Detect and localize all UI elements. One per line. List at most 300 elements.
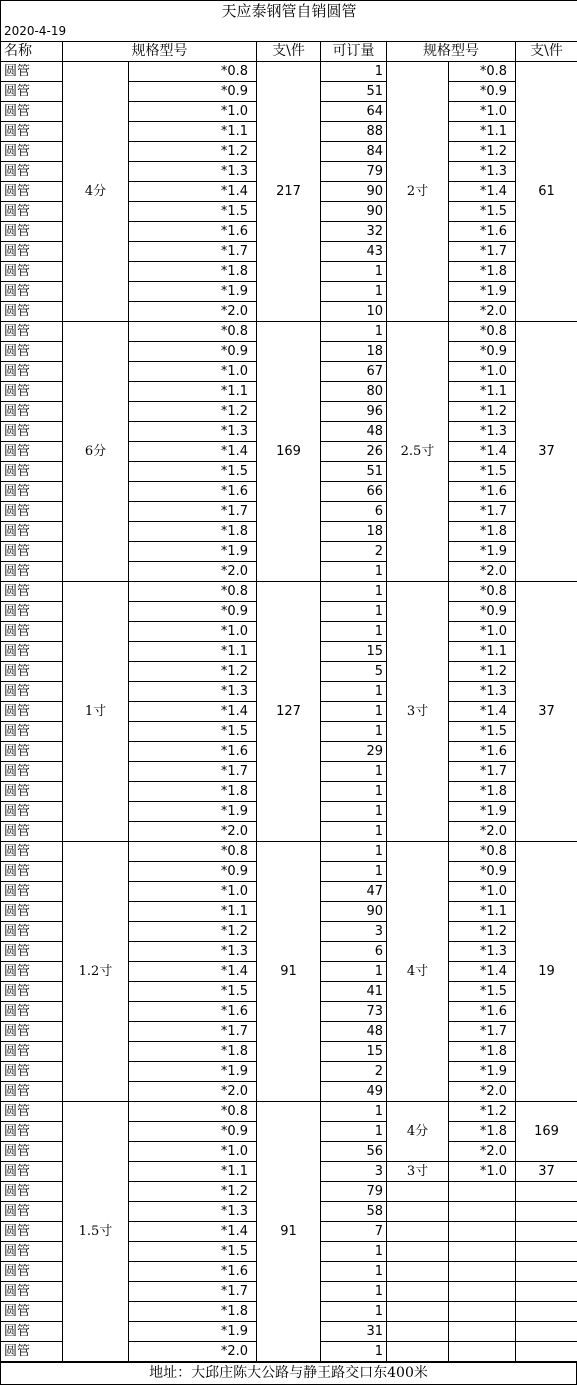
qty-value: 51 bbox=[321, 462, 387, 482]
spec-value-2: *1.2 bbox=[449, 142, 516, 162]
item-name: 圆管 bbox=[1, 382, 63, 402]
item-name: 圆管 bbox=[1, 1162, 63, 1182]
spec-value: *1.4 bbox=[129, 962, 257, 982]
table-row bbox=[1, 322, 577, 342]
item-name: 圆管 bbox=[1, 282, 63, 302]
qty-value: 80 bbox=[321, 382, 387, 402]
qty-value: 1 bbox=[321, 762, 387, 782]
item-name: 圆管 bbox=[1, 982, 63, 1002]
item-name: 圆管 bbox=[1, 822, 63, 842]
spec-value: *1.1 bbox=[129, 1162, 257, 1182]
spec-value-2: *0.8 bbox=[449, 582, 516, 602]
item-name: 圆管 bbox=[1, 1122, 63, 1142]
spec-value: *1.5 bbox=[129, 982, 257, 1002]
spec-value: *0.9 bbox=[129, 342, 257, 362]
qty-value: 88 bbox=[321, 122, 387, 142]
size-label-2: 4寸 bbox=[387, 842, 449, 1102]
spec-value-2: *2.0 bbox=[449, 302, 516, 322]
spec-value-2: *1.6 bbox=[449, 222, 516, 242]
spec-value-2: *1.3 bbox=[449, 682, 516, 702]
size-label-2: 4分 bbox=[387, 1102, 449, 1162]
empty-cell bbox=[387, 1202, 449, 1222]
spec-value: *1.3 bbox=[129, 682, 257, 702]
spec-value-2: *1.1 bbox=[449, 382, 516, 402]
spec-value-2: *0.8 bbox=[449, 842, 516, 862]
qty-value: 1 bbox=[321, 962, 387, 982]
spec-value-2: *1.2 bbox=[449, 402, 516, 422]
item-name: 圆管 bbox=[1, 1022, 63, 1042]
item-name: 圆管 bbox=[1, 1342, 63, 1362]
qty-value: 31 bbox=[321, 1322, 387, 1342]
size-label: 1.2寸 bbox=[63, 842, 129, 1102]
spec-value-2: *0.9 bbox=[449, 342, 516, 362]
empty-cell bbox=[516, 1302, 577, 1322]
empty-cell bbox=[516, 1282, 577, 1302]
item-name: 圆管 bbox=[1, 602, 63, 622]
qty-value: 1 bbox=[321, 582, 387, 602]
spec-value-2: *1.0 bbox=[449, 882, 516, 902]
spec-value: *1.4 bbox=[129, 442, 257, 462]
qty-value: 79 bbox=[321, 1182, 387, 1202]
empty-cell bbox=[449, 1242, 516, 1262]
spec-value-2: *1.2 bbox=[449, 1102, 516, 1122]
header-per-bundle: 支\件 bbox=[257, 42, 321, 62]
empty-cell bbox=[449, 1262, 516, 1282]
spec-value-2: *1.6 bbox=[449, 742, 516, 762]
empty-cell bbox=[516, 1242, 577, 1262]
spec-value-2: *2.0 bbox=[449, 822, 516, 842]
qty-value: 29 bbox=[321, 742, 387, 762]
spec-value: *0.9 bbox=[129, 82, 257, 102]
qty-value: 1 bbox=[321, 842, 387, 862]
item-name: 圆管 bbox=[1, 582, 63, 602]
qty-value: 73 bbox=[321, 1002, 387, 1022]
item-name: 圆管 bbox=[1, 1102, 63, 1122]
spec-value: *1.6 bbox=[129, 742, 257, 762]
spec-value: *1.6 bbox=[129, 482, 257, 502]
spec-value: *1.7 bbox=[129, 1282, 257, 1302]
item-name: 圆管 bbox=[1, 1322, 63, 1342]
per-bundle-value-2: 61 bbox=[516, 62, 577, 322]
spec-value-2: *1.0 bbox=[449, 1162, 516, 1182]
empty-cell bbox=[387, 1342, 449, 1362]
qty-value: 66 bbox=[321, 482, 387, 502]
qty-value: 67 bbox=[321, 362, 387, 382]
spec-value: *1.0 bbox=[129, 102, 257, 122]
size-label: 6分 bbox=[63, 322, 129, 582]
spec-value-2: *1.8 bbox=[449, 522, 516, 542]
per-bundle-value: 127 bbox=[257, 582, 321, 842]
spec-value: *1.0 bbox=[129, 362, 257, 382]
qty-value: 96 bbox=[321, 402, 387, 422]
qty-value: 1 bbox=[321, 562, 387, 582]
spec-value-2: *2.0 bbox=[449, 1082, 516, 1102]
item-name: 圆管 bbox=[1, 622, 63, 642]
spec-value: *1.3 bbox=[129, 422, 257, 442]
empty-cell bbox=[387, 1322, 449, 1342]
spec-value-2: *1.5 bbox=[449, 982, 516, 1002]
size-label: 1寸 bbox=[63, 582, 129, 842]
item-name: 圆管 bbox=[1, 82, 63, 102]
item-name: 圆管 bbox=[1, 742, 63, 762]
qty-value: 58 bbox=[321, 1202, 387, 1222]
spec-value: *2.0 bbox=[129, 302, 257, 322]
spec-value-2: *1.9 bbox=[449, 802, 516, 822]
spec-value-2: *1.5 bbox=[449, 462, 516, 482]
spec-value: *1.3 bbox=[129, 942, 257, 962]
spec-value: *0.8 bbox=[129, 842, 257, 862]
header-available: 可订量 bbox=[321, 42, 387, 62]
spec-value: *0.9 bbox=[129, 862, 257, 882]
empty-cell bbox=[449, 1282, 516, 1302]
spec-value: *1.0 bbox=[129, 622, 257, 642]
spec-value: *1.7 bbox=[129, 1022, 257, 1042]
qty-value: 6 bbox=[321, 942, 387, 962]
spec-value-2: *1.0 bbox=[449, 362, 516, 382]
empty-cell bbox=[449, 1302, 516, 1322]
item-name: 圆管 bbox=[1, 902, 63, 922]
item-name: 圆管 bbox=[1, 1142, 63, 1162]
empty-cell bbox=[449, 1342, 516, 1362]
empty-cell bbox=[516, 1322, 577, 1342]
qty-value: 26 bbox=[321, 442, 387, 462]
spec-value-2: *1.7 bbox=[449, 242, 516, 262]
item-name: 圆管 bbox=[1, 1242, 63, 1262]
item-name: 圆管 bbox=[1, 1202, 63, 1222]
spec-value: *1.6 bbox=[129, 222, 257, 242]
qty-value: 1 bbox=[321, 702, 387, 722]
spec-value: *1.2 bbox=[129, 1182, 257, 1202]
spec-value-2: *1.1 bbox=[449, 122, 516, 142]
footer-table bbox=[0, 1362, 577, 1385]
qty-value: 15 bbox=[321, 642, 387, 662]
table-row bbox=[1, 842, 577, 862]
qty-value: 48 bbox=[321, 422, 387, 442]
empty-cell bbox=[516, 1202, 577, 1222]
qty-value: 7 bbox=[321, 1222, 387, 1242]
spec-value: *1.1 bbox=[129, 122, 257, 142]
qty-value: 64 bbox=[321, 102, 387, 122]
item-name: 圆管 bbox=[1, 102, 63, 122]
spec-value: *1.1 bbox=[129, 382, 257, 402]
qty-value: 2 bbox=[321, 542, 387, 562]
item-name: 圆管 bbox=[1, 342, 63, 362]
spec-value: *1.9 bbox=[129, 802, 257, 822]
qty-value: 1 bbox=[321, 62, 387, 82]
qty-value: 1 bbox=[321, 602, 387, 622]
spec-value: *1.1 bbox=[129, 902, 257, 922]
qty-value: 15 bbox=[321, 1042, 387, 1062]
item-name: 圆管 bbox=[1, 1042, 63, 1062]
qty-value: 1 bbox=[321, 682, 387, 702]
empty-cell bbox=[387, 1222, 449, 1242]
item-name: 圆管 bbox=[1, 782, 63, 802]
qty-value: 1 bbox=[321, 1302, 387, 1322]
item-name: 圆管 bbox=[1, 962, 63, 982]
item-name: 圆管 bbox=[1, 1002, 63, 1022]
qty-value: 1 bbox=[321, 722, 387, 742]
spec-value-2: *1.1 bbox=[449, 642, 516, 662]
spec-value: *2.0 bbox=[129, 1342, 257, 1362]
spec-value-2: *1.8 bbox=[449, 782, 516, 802]
spec-value-2: *2.0 bbox=[449, 1142, 516, 1162]
spec-value-2: *1.8 bbox=[449, 1042, 516, 1062]
spec-value: *1.9 bbox=[129, 282, 257, 302]
item-name: 圆管 bbox=[1, 462, 63, 482]
header-row bbox=[1, 42, 577, 62]
qty-value: 5 bbox=[321, 662, 387, 682]
spec-value-2: *1.3 bbox=[449, 422, 516, 442]
item-name: 圆管 bbox=[1, 162, 63, 182]
spec-value-2: *0.8 bbox=[449, 322, 516, 342]
qty-value: 47 bbox=[321, 882, 387, 902]
empty-cell bbox=[387, 1242, 449, 1262]
qty-value: 1 bbox=[321, 822, 387, 842]
spec-value-2: *1.9 bbox=[449, 542, 516, 562]
spec-value: *1.9 bbox=[129, 1322, 257, 1342]
spec-value-2: *1.9 bbox=[449, 282, 516, 302]
spec-value-2: *1.0 bbox=[449, 622, 516, 642]
item-name: 圆管 bbox=[1, 542, 63, 562]
per-bundle-value-2: 37 bbox=[516, 1162, 577, 1182]
spec-value-2: *1.1 bbox=[449, 902, 516, 922]
spec-value: *1.5 bbox=[129, 202, 257, 222]
spec-value: *1.6 bbox=[129, 1002, 257, 1022]
empty-cell bbox=[449, 1222, 516, 1242]
per-bundle-value-2: 19 bbox=[516, 842, 577, 1102]
qty-value: 1 bbox=[321, 1262, 387, 1282]
qty-value: 49 bbox=[321, 1082, 387, 1102]
spec-value: *1.2 bbox=[129, 402, 257, 422]
qty-value: 84 bbox=[321, 142, 387, 162]
spec-value: *1.5 bbox=[129, 462, 257, 482]
spec-value: *1.9 bbox=[129, 542, 257, 562]
empty-cell bbox=[387, 1282, 449, 1302]
spec-value: *1.2 bbox=[129, 142, 257, 162]
qty-value: 1 bbox=[321, 782, 387, 802]
item-name: 圆管 bbox=[1, 1282, 63, 1302]
qty-value: 32 bbox=[321, 222, 387, 242]
spec-value-2: *2.0 bbox=[449, 562, 516, 582]
item-name: 圆管 bbox=[1, 862, 63, 882]
empty-cell bbox=[387, 1262, 449, 1282]
spec-value: *0.9 bbox=[129, 1122, 257, 1142]
empty-cell bbox=[516, 1342, 577, 1362]
qty-value: 1 bbox=[321, 1282, 387, 1302]
spec-value: *1.5 bbox=[129, 1242, 257, 1262]
spec-value: *0.8 bbox=[129, 322, 257, 342]
qty-value: 18 bbox=[321, 342, 387, 362]
spec-value: *2.0 bbox=[129, 1082, 257, 1102]
spec-value-2: *1.4 bbox=[449, 182, 516, 202]
item-name: 圆管 bbox=[1, 662, 63, 682]
item-name: 圆管 bbox=[1, 142, 63, 162]
qty-value: 48 bbox=[321, 1022, 387, 1042]
per-bundle-value: 91 bbox=[257, 842, 321, 1102]
spec-value: *1.0 bbox=[129, 882, 257, 902]
page-title: 天应泰钢管自销圆管 bbox=[1, 1, 577, 23]
size-label-2: 3寸 bbox=[387, 1162, 449, 1182]
spec-value: *1.4 bbox=[129, 702, 257, 722]
spec-value-2: *0.9 bbox=[449, 862, 516, 882]
spec-value: *1.8 bbox=[129, 522, 257, 542]
item-name: 圆管 bbox=[1, 122, 63, 142]
item-name: 圆管 bbox=[1, 322, 63, 342]
table-row bbox=[1, 1102, 577, 1122]
item-name: 圆管 bbox=[1, 562, 63, 582]
item-name: 圆管 bbox=[1, 1082, 63, 1102]
spec-value: *1.7 bbox=[129, 502, 257, 522]
item-name: 圆管 bbox=[1, 642, 63, 662]
item-name: 圆管 bbox=[1, 722, 63, 742]
table-row bbox=[1, 582, 577, 602]
header-spec: 规格型号 bbox=[63, 42, 257, 62]
item-name: 圆管 bbox=[1, 202, 63, 222]
item-name: 圆管 bbox=[1, 922, 63, 942]
qty-value: 1 bbox=[321, 322, 387, 342]
spec-value: *0.8 bbox=[129, 1102, 257, 1122]
spec-value: *1.8 bbox=[129, 782, 257, 802]
empty-cell bbox=[387, 1302, 449, 1322]
qty-value: 43 bbox=[321, 242, 387, 262]
spec-value-2: *1.0 bbox=[449, 102, 516, 122]
empty-cell bbox=[387, 1182, 449, 1202]
item-name: 圆管 bbox=[1, 262, 63, 282]
size-label-2: 2.5寸 bbox=[387, 322, 449, 582]
item-name: 圆管 bbox=[1, 1222, 63, 1242]
qty-value: 1 bbox=[321, 282, 387, 302]
spec-value-2: *1.7 bbox=[449, 502, 516, 522]
qty-value: 41 bbox=[321, 982, 387, 1002]
item-name: 圆管 bbox=[1, 362, 63, 382]
empty-cell bbox=[449, 1202, 516, 1222]
spec-value-2: *1.2 bbox=[449, 662, 516, 682]
item-name: 圆管 bbox=[1, 242, 63, 262]
per-bundle-value-2: 37 bbox=[516, 322, 577, 582]
empty-cell bbox=[449, 1322, 516, 1342]
spec-value: *1.3 bbox=[129, 162, 257, 182]
item-name: 圆管 bbox=[1, 1062, 63, 1082]
item-name: 圆管 bbox=[1, 762, 63, 782]
qty-value: 79 bbox=[321, 162, 387, 182]
qty-value: 18 bbox=[321, 522, 387, 542]
spec-value: *1.8 bbox=[129, 1302, 257, 1322]
item-name: 圆管 bbox=[1, 702, 63, 722]
spec-value: *1.7 bbox=[129, 762, 257, 782]
spec-value: *1.1 bbox=[129, 642, 257, 662]
spec-value-2: *1.2 bbox=[449, 922, 516, 942]
table-row bbox=[1, 62, 577, 82]
qty-value: 1 bbox=[321, 1122, 387, 1142]
spec-value-2: *1.3 bbox=[449, 942, 516, 962]
qty-value: 1 bbox=[321, 862, 387, 882]
spec-value-2: *1.3 bbox=[449, 162, 516, 182]
qty-value: 3 bbox=[321, 1162, 387, 1182]
qty-value: 1 bbox=[321, 1242, 387, 1262]
item-name: 圆管 bbox=[1, 682, 63, 702]
qty-value: 90 bbox=[321, 902, 387, 922]
qty-value: 51 bbox=[321, 82, 387, 102]
qty-value: 1 bbox=[321, 622, 387, 642]
item-name: 圆管 bbox=[1, 1182, 63, 1202]
spec-value: *1.2 bbox=[129, 922, 257, 942]
spec-value: *1.2 bbox=[129, 662, 257, 682]
spec-value-2: *1.6 bbox=[449, 482, 516, 502]
address-footer: 地址：大邱庄陈大公路与静王路交口东400米 bbox=[1, 1363, 577, 1385]
per-bundle-value-2: 37 bbox=[516, 582, 577, 842]
header-spec-2: 规格型号 bbox=[387, 42, 516, 62]
spec-value: *1.4 bbox=[129, 182, 257, 202]
qty-value: 1 bbox=[321, 1102, 387, 1122]
spec-value: *1.7 bbox=[129, 242, 257, 262]
per-bundle-value: 169 bbox=[257, 322, 321, 582]
item-name: 圆管 bbox=[1, 422, 63, 442]
spec-value: *0.8 bbox=[129, 62, 257, 82]
spec-value-2: *1.5 bbox=[449, 722, 516, 742]
spec-value: *1.9 bbox=[129, 1062, 257, 1082]
item-name: 圆管 bbox=[1, 1262, 63, 1282]
size-label-2: 2寸 bbox=[387, 62, 449, 322]
qty-value: 90 bbox=[321, 202, 387, 222]
item-name: 圆管 bbox=[1, 482, 63, 502]
empty-cell bbox=[516, 1182, 577, 1202]
item-name: 圆管 bbox=[1, 802, 63, 822]
item-name: 圆管 bbox=[1, 302, 63, 322]
spec-value: *0.8 bbox=[129, 582, 257, 602]
qty-value: 10 bbox=[321, 302, 387, 322]
empty-cell bbox=[516, 1262, 577, 1282]
item-name: 圆管 bbox=[1, 442, 63, 462]
qty-value: 1 bbox=[321, 262, 387, 282]
per-bundle-value: 91 bbox=[257, 1102, 321, 1362]
qty-value: 56 bbox=[321, 1142, 387, 1162]
item-name: 圆管 bbox=[1, 222, 63, 242]
spec-value: *1.8 bbox=[129, 262, 257, 282]
empty-cell bbox=[516, 1222, 577, 1242]
spec-value-2: *0.9 bbox=[449, 82, 516, 102]
date-label: 2020-4-19 bbox=[1, 22, 577, 42]
header-per-bundle-2: 支\件 bbox=[516, 42, 577, 62]
item-name: 圆管 bbox=[1, 502, 63, 522]
spec-value-2: *1.7 bbox=[449, 1022, 516, 1042]
spec-value: *2.0 bbox=[129, 562, 257, 582]
spec-value-2: *1.6 bbox=[449, 1002, 516, 1022]
spec-value-2: *1.7 bbox=[449, 762, 516, 782]
spec-value: *1.5 bbox=[129, 722, 257, 742]
item-name: 圆管 bbox=[1, 182, 63, 202]
spec-value-2: *1.5 bbox=[449, 202, 516, 222]
qty-value: 1 bbox=[321, 1342, 387, 1362]
spec-value: *1.4 bbox=[129, 1222, 257, 1242]
spec-value: *1.8 bbox=[129, 1042, 257, 1062]
qty-value: 1 bbox=[321, 802, 387, 822]
spec-value-2: *1.4 bbox=[449, 962, 516, 982]
qty-value: 90 bbox=[321, 182, 387, 202]
spec-value-2: *1.4 bbox=[449, 702, 516, 722]
spec-value-2: *1.8 bbox=[449, 262, 516, 282]
item-name: 圆管 bbox=[1, 402, 63, 422]
spec-value-2: *1.4 bbox=[449, 442, 516, 462]
item-name: 圆管 bbox=[1, 942, 63, 962]
spec-value-2: *1.8 bbox=[449, 1122, 516, 1142]
spec-value-2: *0.8 bbox=[449, 62, 516, 82]
size-label: 4分 bbox=[63, 62, 129, 322]
spec-value: *1.6 bbox=[129, 1262, 257, 1282]
spec-value: *1.3 bbox=[129, 1202, 257, 1222]
spec-value: *1.0 bbox=[129, 1142, 257, 1162]
empty-cell bbox=[449, 1182, 516, 1202]
spec-value: *2.0 bbox=[129, 822, 257, 842]
